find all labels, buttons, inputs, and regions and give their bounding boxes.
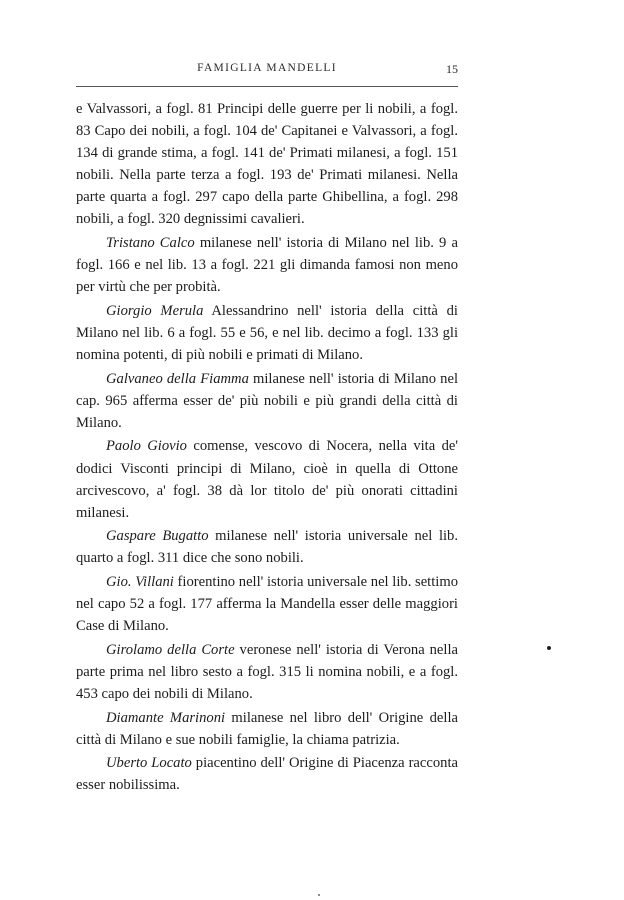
paragraph: [76, 300, 458, 366]
paragraph: [76, 98, 458, 231]
paragraph-text: milanese nell' istoria universale nel lib. quarto a fogl. 311 dice che sono nobili.: [76, 528, 458, 567]
cited-author: Gio. Villani: [106, 573, 174, 590]
paragraph-text: milanese nell' istoria di Milano nel lib. 9 a fogl. 166 e nel lib. 13 a fogl. 221 gli dimanda famosi non meno per virtù che per probità.: [76, 235, 458, 296]
paragraph-text: Alessandrino nell' istoria della città di Milano nel lib. 6 a fogl. 55 e 56, e nel lib. decimo a fogl. 133 gli nomina potenti, di più nobili e primati di Milano.: [76, 302, 458, 364]
paragraph-text: veronese nell' istoria di Verona nella parte prima nel libro sesto a fogl. 315 li nomina nobili, e a fogl. 453 capo dei nobili di Milano.: [76, 641, 458, 702]
cited-author: Gaspare Bugatto: [106, 528, 209, 545]
paragraph: [76, 435, 458, 523]
cited-author: Girolamo della Corte: [106, 641, 235, 658]
paragraph: [76, 752, 458, 796]
running-head: [76, 62, 458, 82]
body-text: [76, 98, 458, 798]
page-number: 15: [446, 62, 458, 76]
header-rule: [76, 86, 458, 87]
paragraph: [76, 707, 458, 751]
ink-speck: [318, 894, 320, 896]
paragraph: [76, 639, 458, 705]
cited-author: Paolo Giovio: [106, 438, 187, 455]
cited-author: Tristano Calco: [106, 235, 195, 252]
paragraph-text: milanese nell' istoria di Milano nel cap. 965 afferma esser de' più nobili e più grandi della città di Milano.: [76, 370, 458, 431]
paragraph: [76, 368, 458, 434]
paragraph: [76, 232, 458, 298]
paragraph-text: fiorentino nell' istoria universale nel lib. settimo nel capo 52 a fogl. 177 afferma la Mandella esser delle maggiori Case di Milano.: [76, 573, 458, 635]
paragraph-text: milanese nel libro dell' Origine della città di Milano e sue nobili famiglie, la chiama patrizia.: [76, 709, 458, 748]
cited-author: Galvaneo della Fiamma: [106, 370, 249, 387]
ink-speck: [547, 646, 551, 650]
paragraph-text: e Valvassori, a fogl. 81 Principi delle guerre per li nobili, a fogl. 83 Capo dei nobili, a fogl. 104 de' Capitanei e Valvassori, a fogl. 134 di grande stima, a fogl. 141 de' Primati milanesi, a fogl. 151 nobili. Nella parte terza a fogl. 193 de' Primati milanesi. Nella parte quarta a fogl. 297 capo della parte Ghibellina, a fogl. 298 nobili, a fogl. 320 degnissimi cavalieri.: [76, 101, 458, 228]
cited-author: Diamante Marinoni: [106, 709, 226, 726]
cited-author: Giorgio Merula: [106, 302, 204, 319]
paragraph: [76, 525, 458, 569]
running-title: FAMIGLIA MANDELLI: [197, 62, 337, 74]
paragraph-text: comense, vescovo di Nocera, nella vita de' dodici Visconti principi di Milano, cioè in quella di Ottone arcivescovo, a' fogl. 38 dà lor titolo de' più onorati cittadini milanesi.: [76, 438, 458, 521]
cited-author: Uberto Locato: [106, 755, 192, 772]
paragraph: [76, 571, 458, 637]
paragraph-text: piacentino dell' Origine di Piacenza racconta esser nobilissima.: [76, 755, 458, 794]
